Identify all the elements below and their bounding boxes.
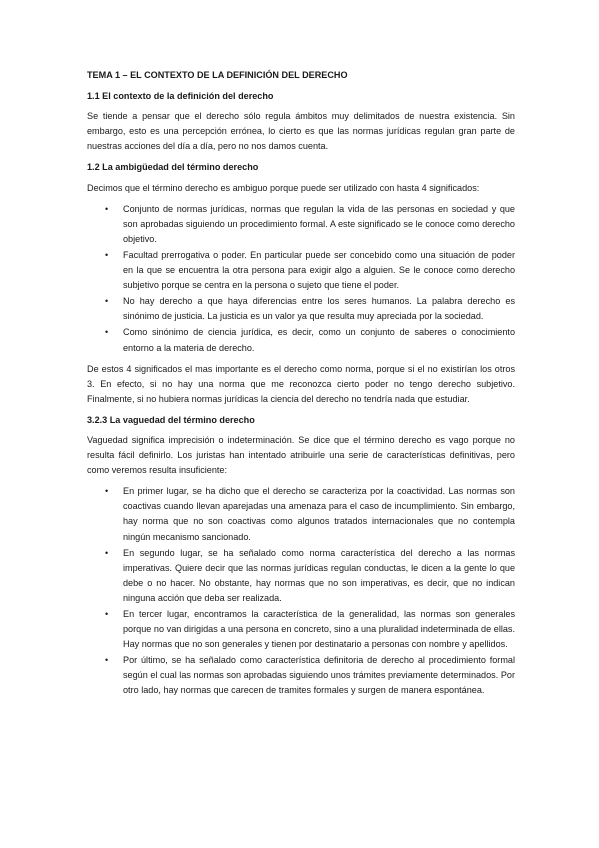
section-heading-3-2-3: 3.2.3 La vaguedad del término derecho [87, 414, 255, 425]
list-item-text: Como sinónimo de ciencia jurídica, es decir, como un conjunto de saberes o conocimiento entorno a la materia de derecho. [123, 327, 515, 353]
list-item-text: No hay derecho a que haya diferencias entre los seres humanos. La palabra derecho es sinónimo de justicia. La justicia es un valor ya que resulta muy apreciada por la sociedad. [123, 296, 515, 322]
section-heading-1-2: 1.2 La ambigüedad del término derecho [87, 162, 259, 173]
section-heading-1-1: 1.1 El contexto de la definición del derecho [87, 91, 274, 102]
bullet-icon: • [105, 547, 109, 558]
list-item [87, 607, 515, 652]
bullet-icon: • [105, 486, 109, 497]
section-3-2-3-intro: Vaguedad significa imprecisión o indeterminación. Se dice que el término derecho es vago porque no resulta fácil definirlo. Los juristas han intentado atribuirle una serie de características definitivas, pero como veremos resulta insuficiente: [87, 434, 515, 476]
list-item [87, 546, 515, 606]
bullet-icon: • [105, 327, 109, 338]
list-item [87, 653, 515, 698]
list-item [87, 202, 515, 247]
list-item-text: En tercer lugar, encontramos la característica de la generalidad, las normas son generales porque no van dirigidas a una persona en concreto, sino a una pluralidad indeterminada de ellas. Hay normas que no son generales y tienen por destinatario a personas con nombre y apellidos. [123, 609, 515, 650]
bullet-icon: • [105, 609, 109, 619]
list-item-text: En primer lugar, se ha dicho que el derecho se caracteriza por la coactividad. Las normas son coactivas cuando llevan aparejadas una amenaza para el caso de incumplimiento. Sin embargo, hay norma que no son coactivas como algunos tratados internacionales que no contempla ningún mecanismo sancionado. [123, 486, 515, 542]
bullet-icon: • [105, 655, 109, 666]
document-title: TEMA 1 – EL CONTEXTO DE LA DEFINICIÓN DEL DERECHO [87, 70, 348, 80]
section-1-2-intro: Decimos que el término derecho es ambiguo porque puede ser utilizado con hasta 4 significados: [87, 182, 480, 193]
list-item [87, 248, 515, 293]
list-item [87, 484, 515, 544]
document-body [87, 68, 515, 705]
list-item-text: En segundo lugar, se ha señalado como norma característica del derecho a las normas imperativas. Quiere decir que las normas jurídicas regulan conductas, le dicen a la gente lo que debe o no hacer. No obstante, hay normas que no son imperativas, es decir, que no indican ninguna acción que deba ser realizada. [123, 547, 515, 603]
list-item-text: Facultad prerrogativa o poder. En particular puede ser concebido como una situación de poder en la que se encuentra la otra persona para exigir algo a alguien. Se le conoce como derecho subjetivo porque se centra en la persona o sujeto que tiene el poder. [123, 249, 515, 291]
section-1-2-conclusion: De estos 4 significados el mas importante es el derecho como norma, porque si el no existirían los otros 3. En efecto, si no hay una norma que me reconozca cierto poder no tengo derecho subjetivo. Finalmente, si no hubiera normas jurídicas la ciencia del derecho no tendría nada que estudiar. [87, 363, 515, 404]
bullet-icon: • [105, 296, 109, 307]
list-item-text: Por último, se ha señalado como característica definitoria de derecho al procedimiento formal según el cual las normas son aprobadas siguiendo unos trámites previamente determinados. Por otro lado, hay normas que carecen de tramites formales y surgen de manera espontánea. [123, 655, 515, 696]
list-item [87, 294, 515, 324]
list-item-text: Conjunto de normas jurídicas, normas que regulan la vida de las personas en sociedad y que son aprobadas siguiendo un procedimiento formal. A este significado se le conoce como derecho objetivo. [123, 203, 515, 244]
bullet-icon: • [105, 249, 109, 260]
bullet-icon: • [105, 203, 109, 214]
section-1-1-paragraph: Se tiende a pensar que el derecho sólo regula ámbitos muy delimitados de nuestra existencia. Sin embargo, esto es una percepción errónea, lo cierto es que las normas jurídicas regulan gran parte de nuestras acciones del día a día, pero no nos damos cuenta. [87, 111, 515, 152]
list-item [87, 325, 515, 355]
meanings-list [87, 202, 515, 356]
characteristics-list [87, 484, 515, 698]
